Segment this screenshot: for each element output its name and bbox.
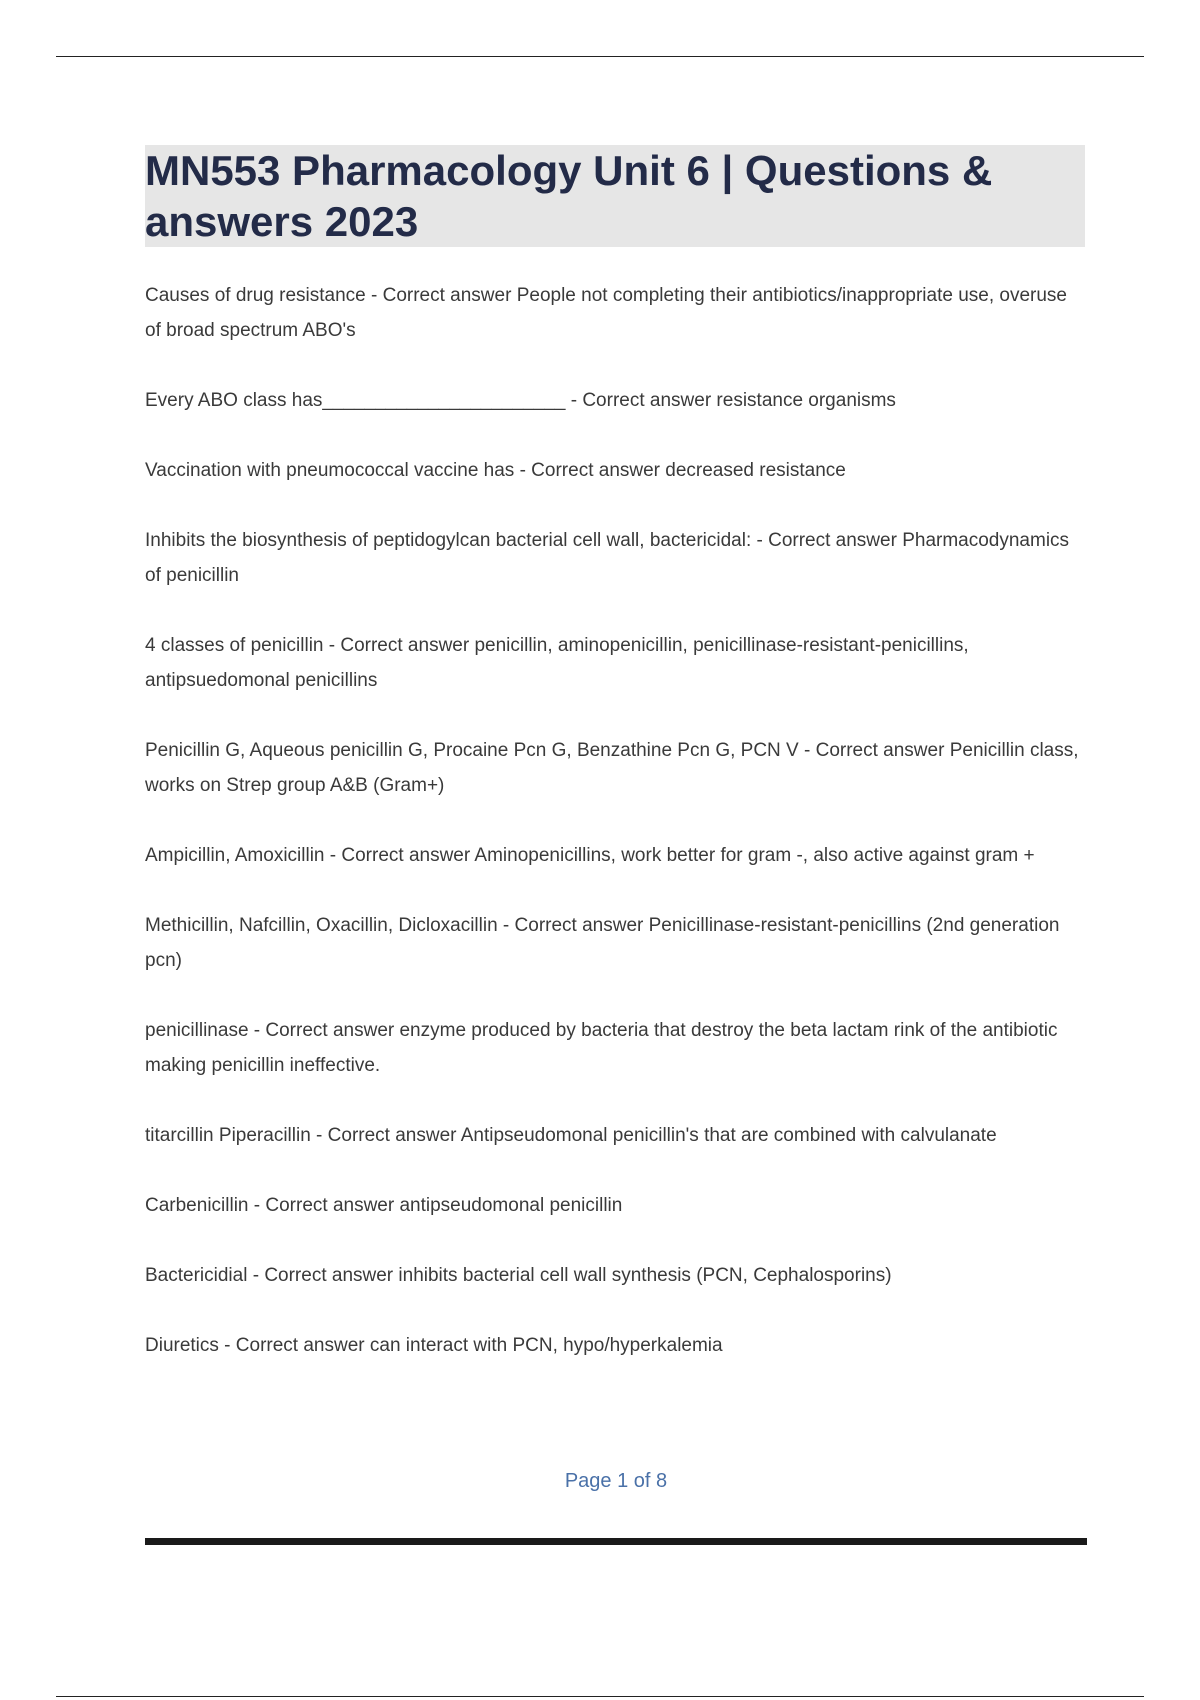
qa-item-penicillinase: penicillinase - Correct answer enzyme produced by bacteria that destroy the beta lactam rink of the antibiotic making penicillin ineffective. — [145, 1020, 1058, 1076]
qa-item-penicillin-g: Penicillin G, Aqueous penicillin G, Procaine Pcn G, Benzathine Pcn G, PCN V - Correct answer Penicillin class, works on Strep group A&B (Gram+) — [145, 740, 1079, 796]
page-bottom-rule — [56, 1696, 1144, 1697]
qa-item-peptidoglycan-inhibition: Inhibits the biosynthesis of peptidogylcan bacterial cell wall, bactericidal: - Correct answer Pharmacodynamics of penicillin — [145, 530, 1070, 586]
qa-item-bactericidial: Bactericidial - Correct answer inhibits bacterial cell wall synthesis (PCN, Cephalosporins) — [145, 1265, 892, 1286]
qa-item-classes-of-penicillin: 4 classes of penicillin - Correct answer penicillin, aminopenicillin, penicillinase-resistant-penicillins, antipsuedomonal penicillins — [145, 635, 969, 691]
qa-list — [145, 278, 1085, 1398]
qa-item-causes-of-drug-resistance: Causes of drug resistance - Correct answer People not completing their antibiotics/inappropriate use, overuse of broad spectrum ABO's — [145, 285, 1067, 341]
qa-item-carbenicillin: Carbenicillin - Correct answer antipseudomonal penicillin — [145, 1195, 623, 1216]
qa-item-diuretics: Diuretics - Correct answer can interact with PCN, hypo/hyperkalemia — [145, 1335, 723, 1356]
document-title: MN553 Pharmacology Unit 6 | Questions & answers 2023 — [145, 147, 993, 245]
footer-rule — [145, 1538, 1087, 1545]
qa-item-methicillin: Methicillin, Nafcillin, Oxacillin, Dicloxacillin - Correct answer Penicillinase-resistant-penicillins (2nd generation pcn) — [145, 915, 1060, 971]
page-number: Page 1 of 8 — [564, 1470, 668, 1492]
qa-item-ampicillin-amoxicillin: Ampicillin, Amoxicillin - Correct answer Aminopenicillins, work better for gram -, also active against gram + — [145, 845, 1035, 866]
qa-item-titarcillin-piperacillin: titarcillin Piperacillin - Correct answer Antipseudomonal penicillin's that are combined with calvulanate — [145, 1125, 997, 1146]
qa-item-pneumococcal-vaccine: Vaccination with pneumococcal vaccine has - Correct answer decreased resistance — [145, 460, 846, 481]
qa-item-every-abo-class: Every ABO class has_______________________ - Correct answer resistance organisms — [145, 390, 896, 411]
title-block — [145, 145, 1085, 247]
header-rule — [56, 56, 1144, 57]
